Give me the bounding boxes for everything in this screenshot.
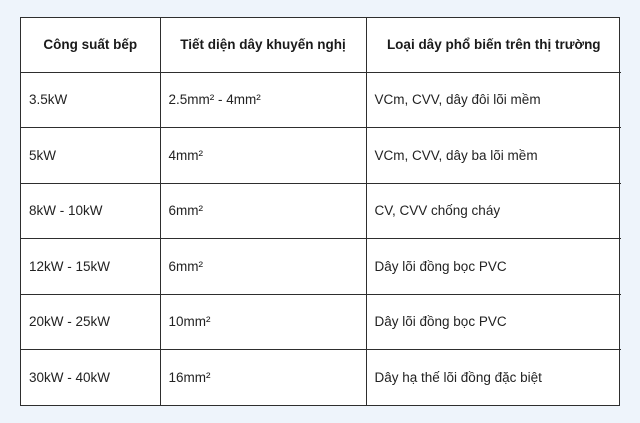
cell-cross-section: 16mm² [160, 350, 366, 406]
table-row [21, 350, 621, 406]
table-row [21, 128, 621, 184]
table-row [21, 239, 621, 295]
header-common-cable-type: Loại dây phổ biến trên thị trường [366, 18, 621, 72]
table-row [21, 294, 621, 350]
table-row [21, 183, 621, 239]
cell-cross-section: 6mm² [160, 183, 366, 239]
table-header-row [21, 18, 621, 72]
cell-cable-type: CV, CVV chống cháy [366, 183, 621, 239]
cell-cable-type: Dây hạ thế lõi đồng đặc biệt [366, 350, 621, 406]
cell-power: 12kW - 15kW [21, 239, 160, 295]
cell-power: 30kW - 40kW [21, 350, 160, 406]
cell-power: 8kW - 10kW [21, 183, 160, 239]
cell-cable-type: VCm, CVV, dây đôi lõi mềm [366, 72, 621, 128]
cell-power: 3.5kW [21, 72, 160, 128]
cell-cross-section: 10mm² [160, 294, 366, 350]
header-stove-power: Công suất bếp [21, 18, 160, 72]
cell-cable-type: Dây lõi đồng bọc PVC [366, 239, 621, 295]
cell-cross-section: 2.5mm² - 4mm² [160, 72, 366, 128]
table-row [21, 72, 621, 128]
header-recommended-cross-section: Tiết diện dây khuyến nghị [160, 18, 366, 72]
cell-cable-type: VCm, CVV, dây ba lõi mềm [366, 128, 621, 184]
cell-power: 5kW [21, 128, 160, 184]
cell-cable-type: Dây lõi đồng bọc PVC [366, 294, 621, 350]
cell-power: 20kW - 25kW [21, 294, 160, 350]
cable-table [21, 18, 621, 405]
cell-cross-section: 6mm² [160, 239, 366, 295]
cable-size-table [20, 17, 620, 406]
cell-cross-section: 4mm² [160, 128, 366, 184]
